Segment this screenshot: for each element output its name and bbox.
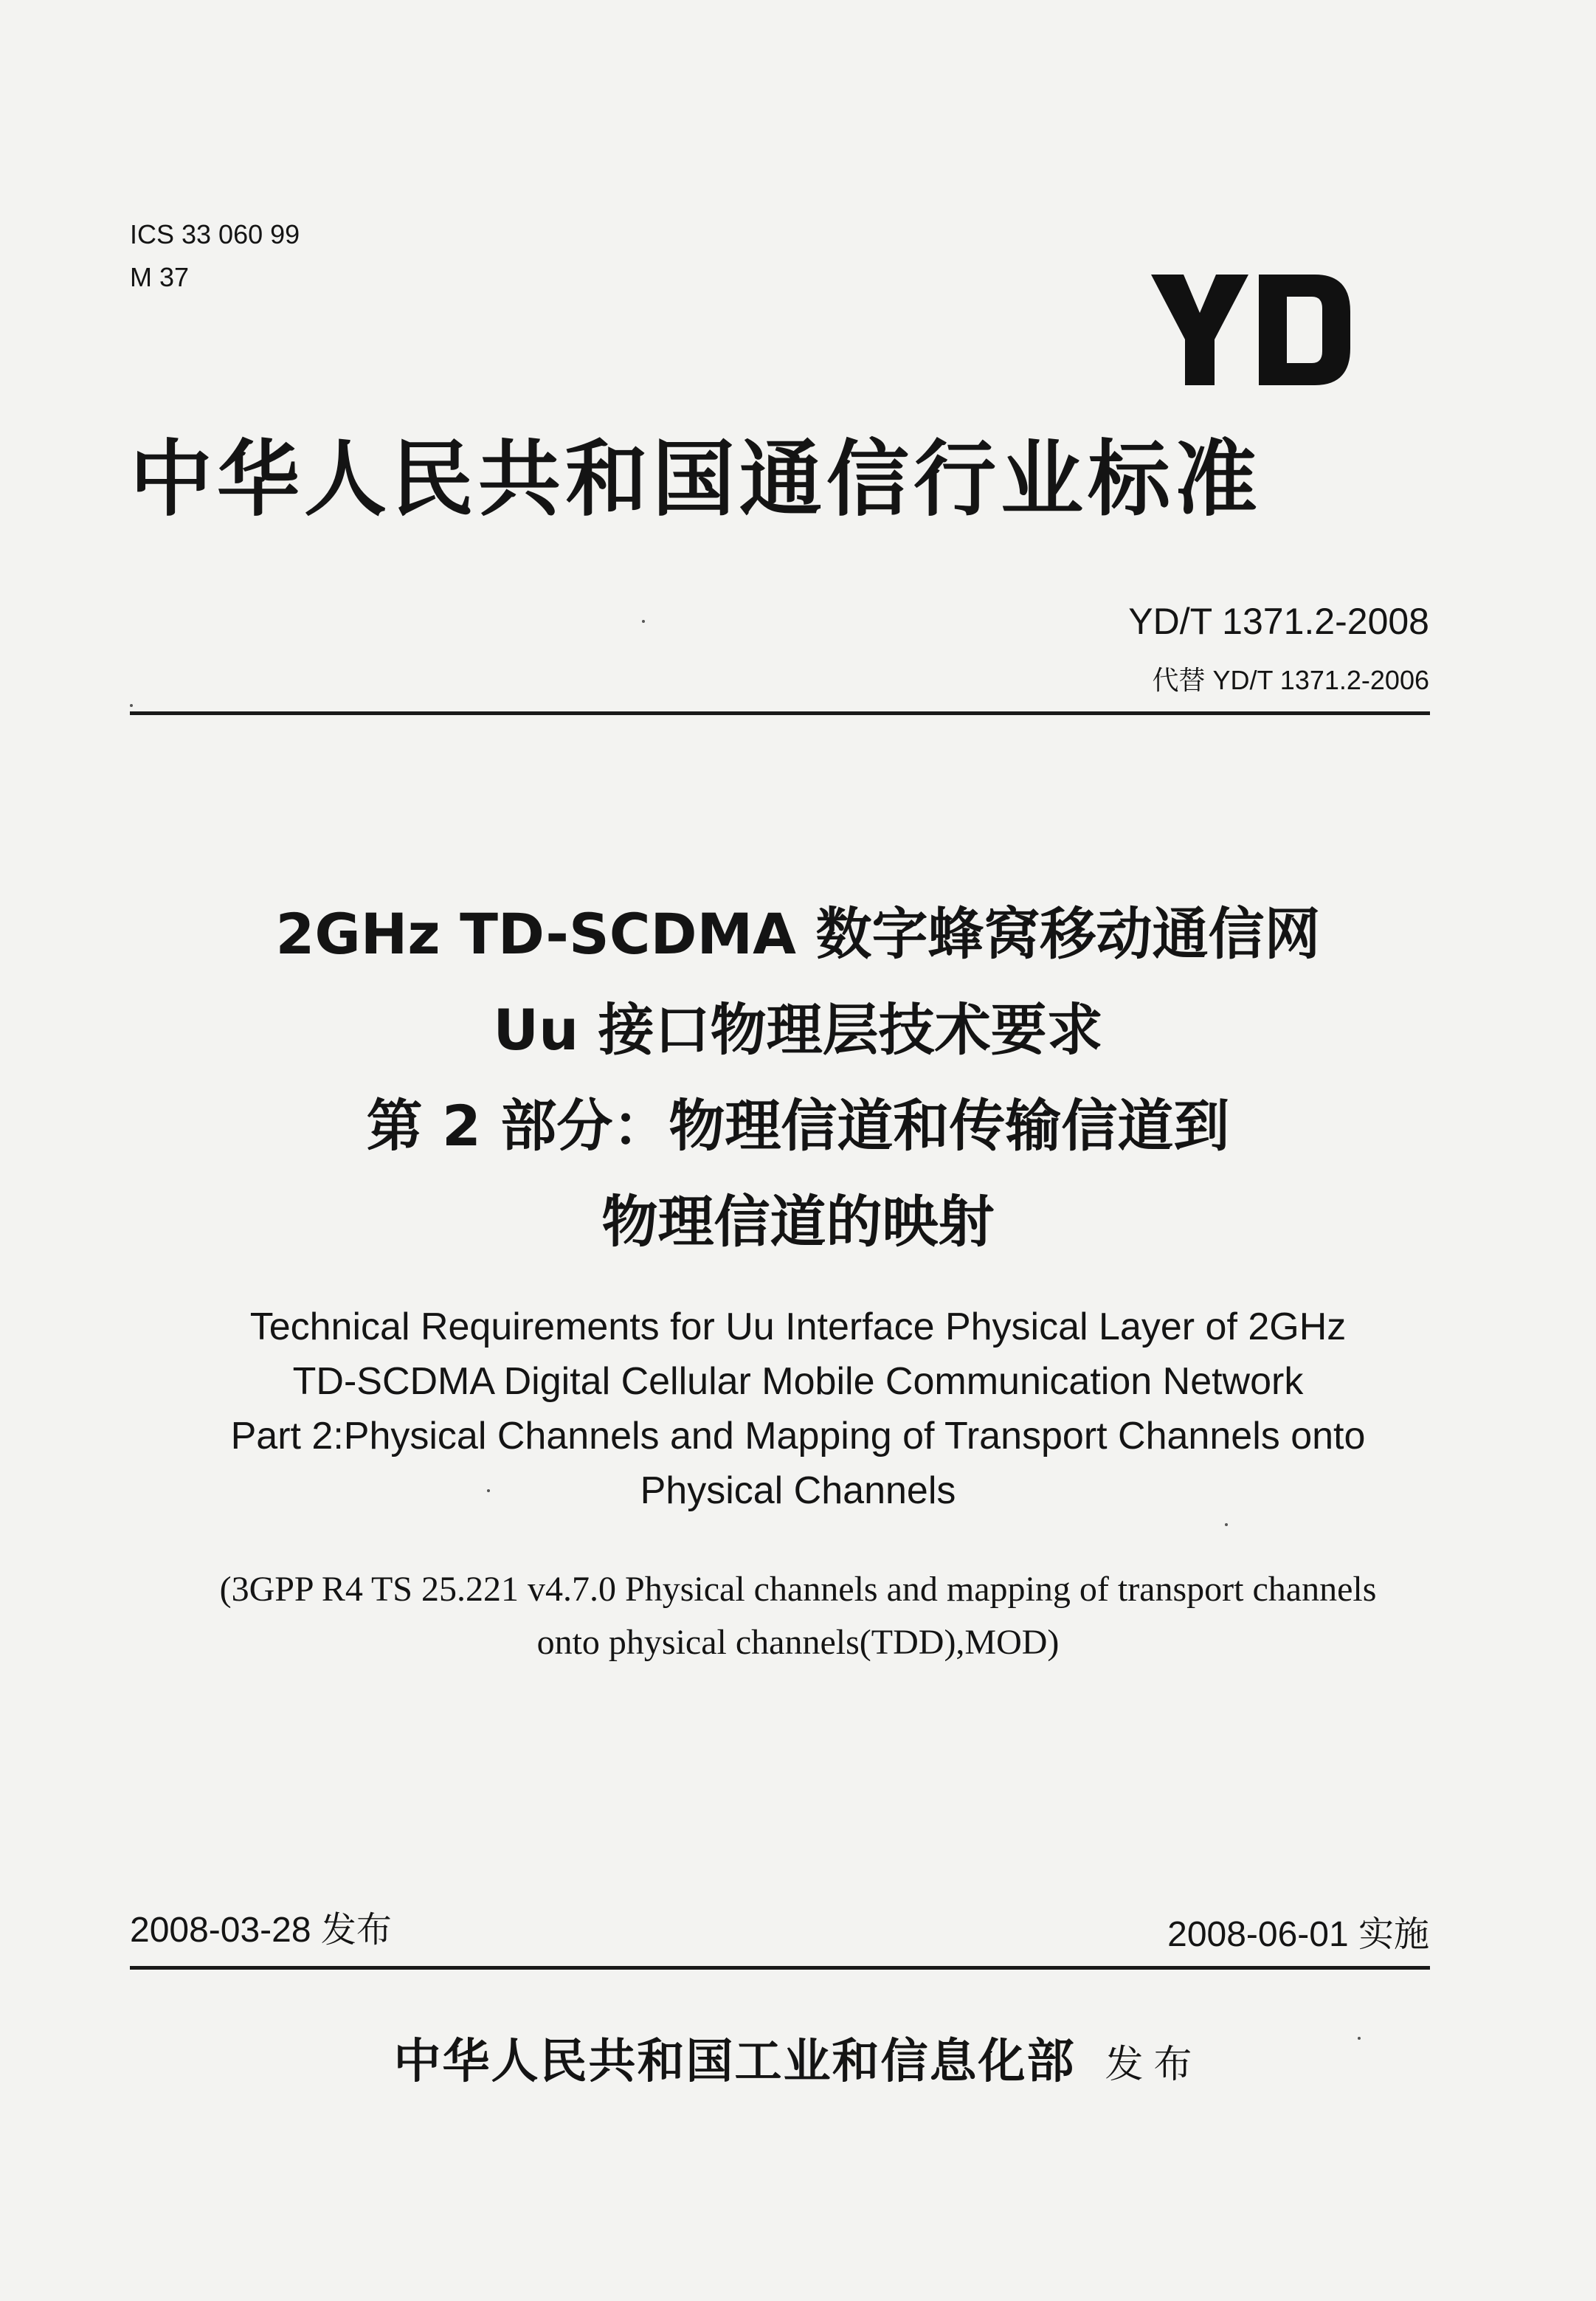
standard-number: YD/T 1371.2-2008 bbox=[1128, 601, 1429, 642]
reference-line-2: onto physical channels(TDD),MOD) bbox=[536, 1623, 1060, 1662]
replaces-standard: 代替 YD/T 1371.2-2006 bbox=[1152, 665, 1429, 695]
title-cn-line-4: 物理信道的映射 bbox=[601, 1189, 995, 1255]
title-en-line-2: TD-SCDMA Digital Cellular Mobile Communication Network bbox=[292, 1360, 1304, 1403]
org-title: 中华人民共和国通信行业标准 bbox=[130, 432, 1262, 528]
title-cn-line-2: Uu 接口物理层技术要求 bbox=[493, 997, 1103, 1063]
implementation-date: 2008-06-01 实施 bbox=[1167, 1915, 1429, 1954]
issue-date: 2008-03-28 发布 bbox=[130, 1911, 392, 1950]
title-en-line-1: Technical Requirements for Uu Interface Physical Layer of 2GHz bbox=[249, 1305, 1347, 1348]
bottom-divider bbox=[130, 1966, 1430, 1970]
classification-code: M 37 bbox=[130, 262, 190, 292]
title-cn-line-1: 2GHz TD-SCDMA 数字蜂窝移动通信网 bbox=[275, 901, 1321, 967]
yd-logo bbox=[1151, 275, 1350, 385]
scan-speck bbox=[1225, 1523, 1228, 1526]
title-en-line-3: Part 2:Physical Channels and Mapping of Transport Channels onto bbox=[230, 1415, 1366, 1457]
scan-speck bbox=[487, 1489, 490, 1492]
issuer-line bbox=[0, 2031, 1596, 2096]
scan-speck bbox=[1358, 2037, 1361, 2040]
title-cn-line-3: 第 2 部分：物理信道和传输信道到 bbox=[366, 1093, 1230, 1159]
title-en-line-4: Physical Channels bbox=[640, 1469, 956, 1512]
reference-line-1: (3GPP R4 TS 25.221 v4.7.0 Physical channels and mapping of transport channels bbox=[219, 1570, 1377, 1609]
top-divider bbox=[130, 711, 1430, 715]
scan-speck bbox=[130, 704, 133, 707]
issuer-name: 中华人民共和国工业和信息化部 bbox=[393, 2035, 1076, 2089]
scan-speck bbox=[642, 620, 645, 623]
ics-code: ICS 33 060 99 bbox=[130, 219, 300, 249]
issuer-suffix: 发布 bbox=[1105, 2043, 1203, 2087]
